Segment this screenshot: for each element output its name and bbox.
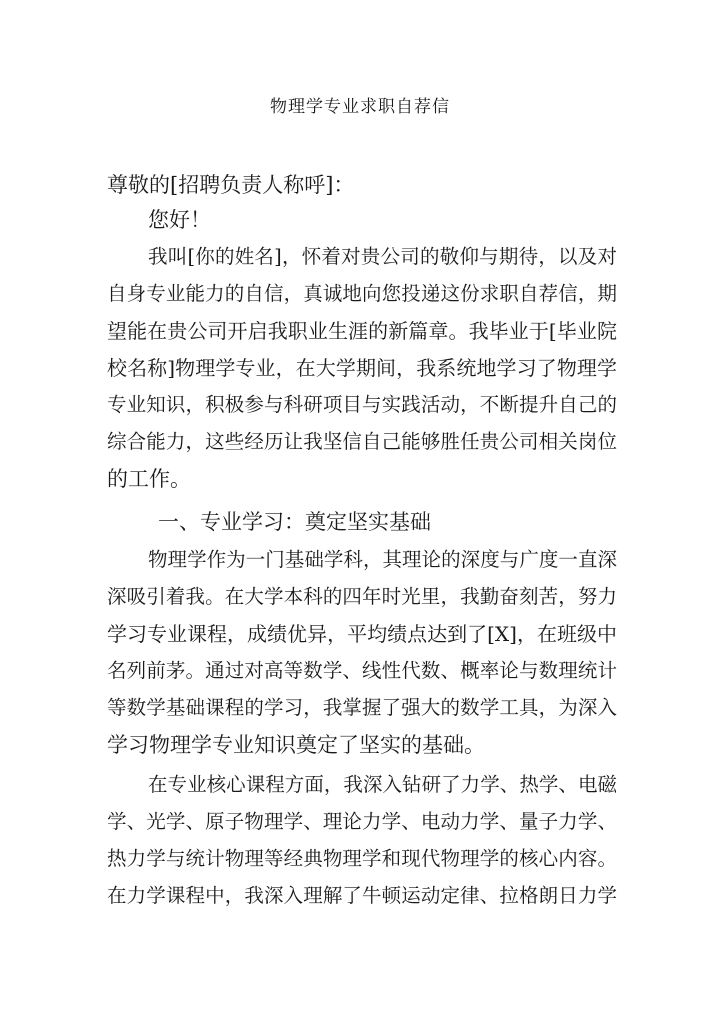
section1-para1-line: 名列前茅。通过对高等数学、线性代数、概率论与数理统计 [107,659,617,682]
intro-line: 望能在贵公司开启我职业生涯的新篇章。我毕业于[毕业院 [107,319,617,343]
document-title: 物理学专业求职自荐信 [270,97,450,117]
section1-para2-line: 学、光学、原子物理学、理论力学、电动力学、量子力学、 [107,810,617,833]
section1-para2-line: 热力学与统计物理等经典物理学和现代物理学的核心内容。 [107,847,617,870]
section1-para2-line: 在力学课程中，我深入理解了牛顿运动定律、拉格朗日力学 [107,884,617,907]
section1-para1-line: 等数学基础课程的学习，我掌握了强大的数学工具，为深入 [107,696,617,719]
section1-para2-line: 在专业核心课程方面，我深入钻研了力学、热学、电磁 [148,773,617,796]
intro-line: 的工作。 [107,467,191,491]
section-heading: 一、专业学习：奠定坚实基础 [158,510,431,534]
intro-line: 我叫[你的姓名]，怀着对贵公司的敬仰与期待，以及对 [148,245,617,268]
greeting: 您好！ [148,208,211,232]
section1-para1-line: 学习专业课程，成绩优异，平均绩点达到了[X]，在班级中 [107,622,617,646]
intro-line: 专业知识，积极参与科研项目与实践活动，不断提升自己的 [107,393,617,416]
intro-line: 校名称]物理学专业，在大学期间，我系统地学习了物理学 [107,356,617,380]
section1-para1-line: 物理学作为一门基础学科，其理论的深度与广度一直深 [148,548,617,571]
section1-para1-line: 学习物理学专业知识奠定了坚实的基础。 [107,733,485,757]
intro-line: 自身专业能力的自信，真诚地向您投递这份求职自荐信，期 [107,282,617,305]
salutation: 尊敬的[招聘负责人称呼]： [107,173,355,197]
intro-line: 综合能力，这些经历让我坚信自己能够胜任贵公司相关岗位 [107,430,617,453]
section1-para1-line: 深吸引着我。在大学本科的四年时光里，我勤奋刻苦，努力 [107,585,617,608]
